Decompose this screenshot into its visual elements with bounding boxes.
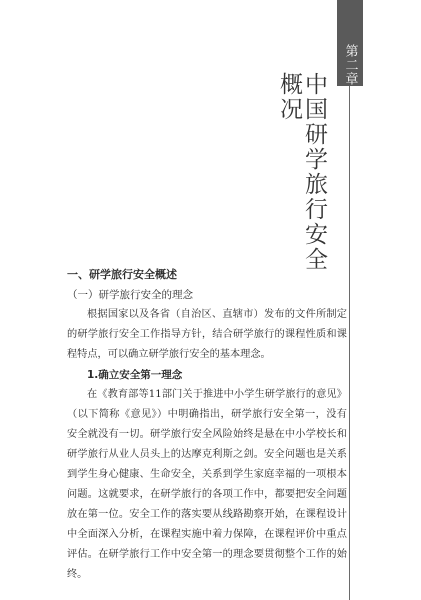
paragraph-safety-first: 在《教育部等11部门关于推进中小学生研学旅行的意见》（以下简称《意见》）中明确指出，研学旅行安全第一，没有安全就没有一切。研学旅行安全风险始终是悬在中小学校长和研学旅行从业人员头上的达摩克利斯之剑。安全问题也是关系到学生身心健康、生命安全，关系到学生家庭幸福的一项根本问题。这就要求，在研学旅行的各项工作中，都要把安全问题放在第一位。安全工作的落实要从线路勘察开始，在课程设计中全面深入分析，在课程实施中着力保障，在课程评价中重点评估。在研学旅行工作中安全第一的理念要贯彻整个工作的始终。 bbox=[67, 389, 347, 580]
subsection-heading: （一）研学旅行安全的理念 bbox=[67, 289, 193, 301]
page-body bbox=[67, 265, 347, 585]
section-heading: 一、研学旅行安全概述 bbox=[67, 268, 177, 281]
chapter-title-line-1: 中国研学旅行安全 bbox=[301, 72, 327, 272]
chapter-title-line-2: 概况 bbox=[276, 72, 302, 122]
chapter-divider-line bbox=[349, 86, 350, 600]
chapter-label: 第二章 bbox=[342, 44, 358, 86]
paragraph-intro: 根据国家以及各省（自治区、直辖市）发布的文件所制定的研学旅行安全工作指导方针，结合研学旅行的课程性质和课程特点，可以确立研学旅行安全的基本理念。 bbox=[67, 309, 347, 360]
item-heading: 1.确立安全第一理念 bbox=[87, 369, 183, 381]
chapter-tab bbox=[337, 0, 363, 86]
